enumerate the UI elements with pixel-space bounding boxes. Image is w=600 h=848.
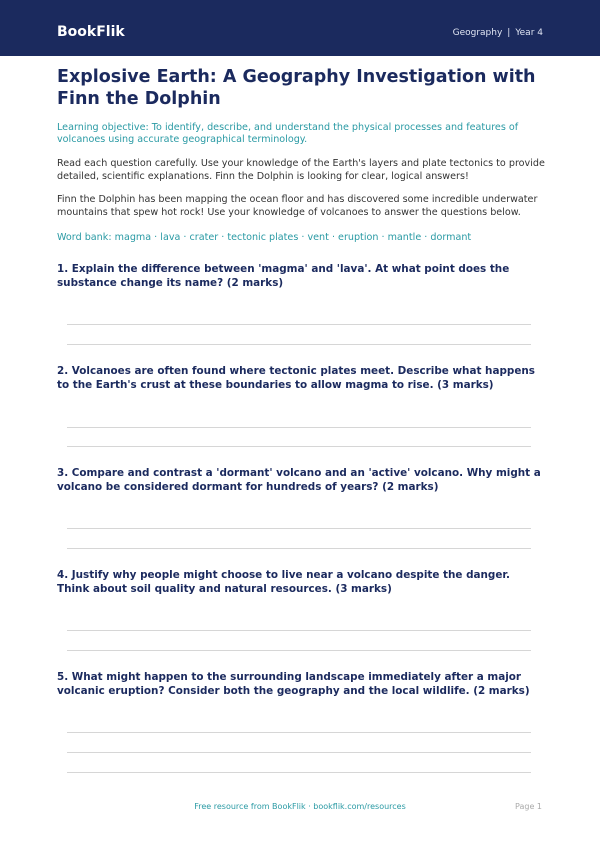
meta-separator: | [507, 28, 511, 38]
header-bar [0, 0, 600, 56]
question-2: 2. Volcanoes are often found where tectonic plates meet. Describe what happens to the Earth's crust at these boundaries to allow magma to rise. (3 marks) [57, 365, 535, 391]
answer-line[interactable] [67, 630, 531, 631]
subject-label: Geography [452, 28, 503, 38]
answer-line[interactable] [67, 772, 531, 773]
answer-line[interactable] [67, 548, 531, 549]
header-meta [453, 26, 543, 40]
question-5: 5. What might happen to the surrounding landscape immediately after a major volcanic eruption? Consider both the geography and the local wildlife. (2 marks) [57, 671, 530, 697]
answer-line[interactable] [67, 344, 531, 345]
intro-paragraph-2: Finn the Dolphin has been mapping the ocean floor and has discovered some incredible underwater mountains that spew hot rock! Use your knowledge of volcanoes to answer the questions below. [57, 194, 538, 218]
answer-line[interactable] [67, 650, 531, 651]
question-3: 3. Compare and contrast a 'dormant' volcano and an 'active' volcano. Why might a volcano be considered dormant for hundreds of years? (2 marks) [57, 467, 541, 493]
page-number: Page 1 [515, 802, 542, 811]
answer-line[interactable] [67, 446, 531, 447]
brand-logo: BookFlik [57, 24, 125, 40]
year-label: Year 4 [515, 28, 543, 38]
answer-line[interactable] [67, 427, 531, 428]
learning-objective: Learning objective: To identify, describe, and understand the physical processes and features of volcanoes using accurate geographical terminology. [57, 122, 519, 145]
footer-resource: Free resource from BookFlik · bookflik.com/resources [194, 802, 406, 811]
answer-line[interactable] [67, 752, 531, 753]
answer-line[interactable] [67, 324, 531, 325]
word-bank: Word bank: magma · lava · crater · tectonic plates · vent · eruption · mantle · dormant [57, 232, 472, 243]
answer-line[interactable] [67, 732, 531, 733]
answer-line[interactable] [67, 528, 531, 529]
question-4: 4. Justify why people might choose to live near a volcano despite the danger. Think about soil quality and natural resources. (3 marks) [57, 569, 511, 595]
intro-paragraph-1: Read each question carefully. Use your knowledge of the Earth's layers and plate tectonics to provide detailed, scientific explanations. Finn the Dolphin is looking for clear, logical answers! [57, 158, 545, 182]
question-1: 1. Explain the difference between 'magma' and 'lava'. At what point does the substance change its name? (2 marks) [57, 263, 510, 289]
worksheet-title: Explosive Earth: A Geography Investigation with Finn the Dolphin [57, 67, 536, 109]
